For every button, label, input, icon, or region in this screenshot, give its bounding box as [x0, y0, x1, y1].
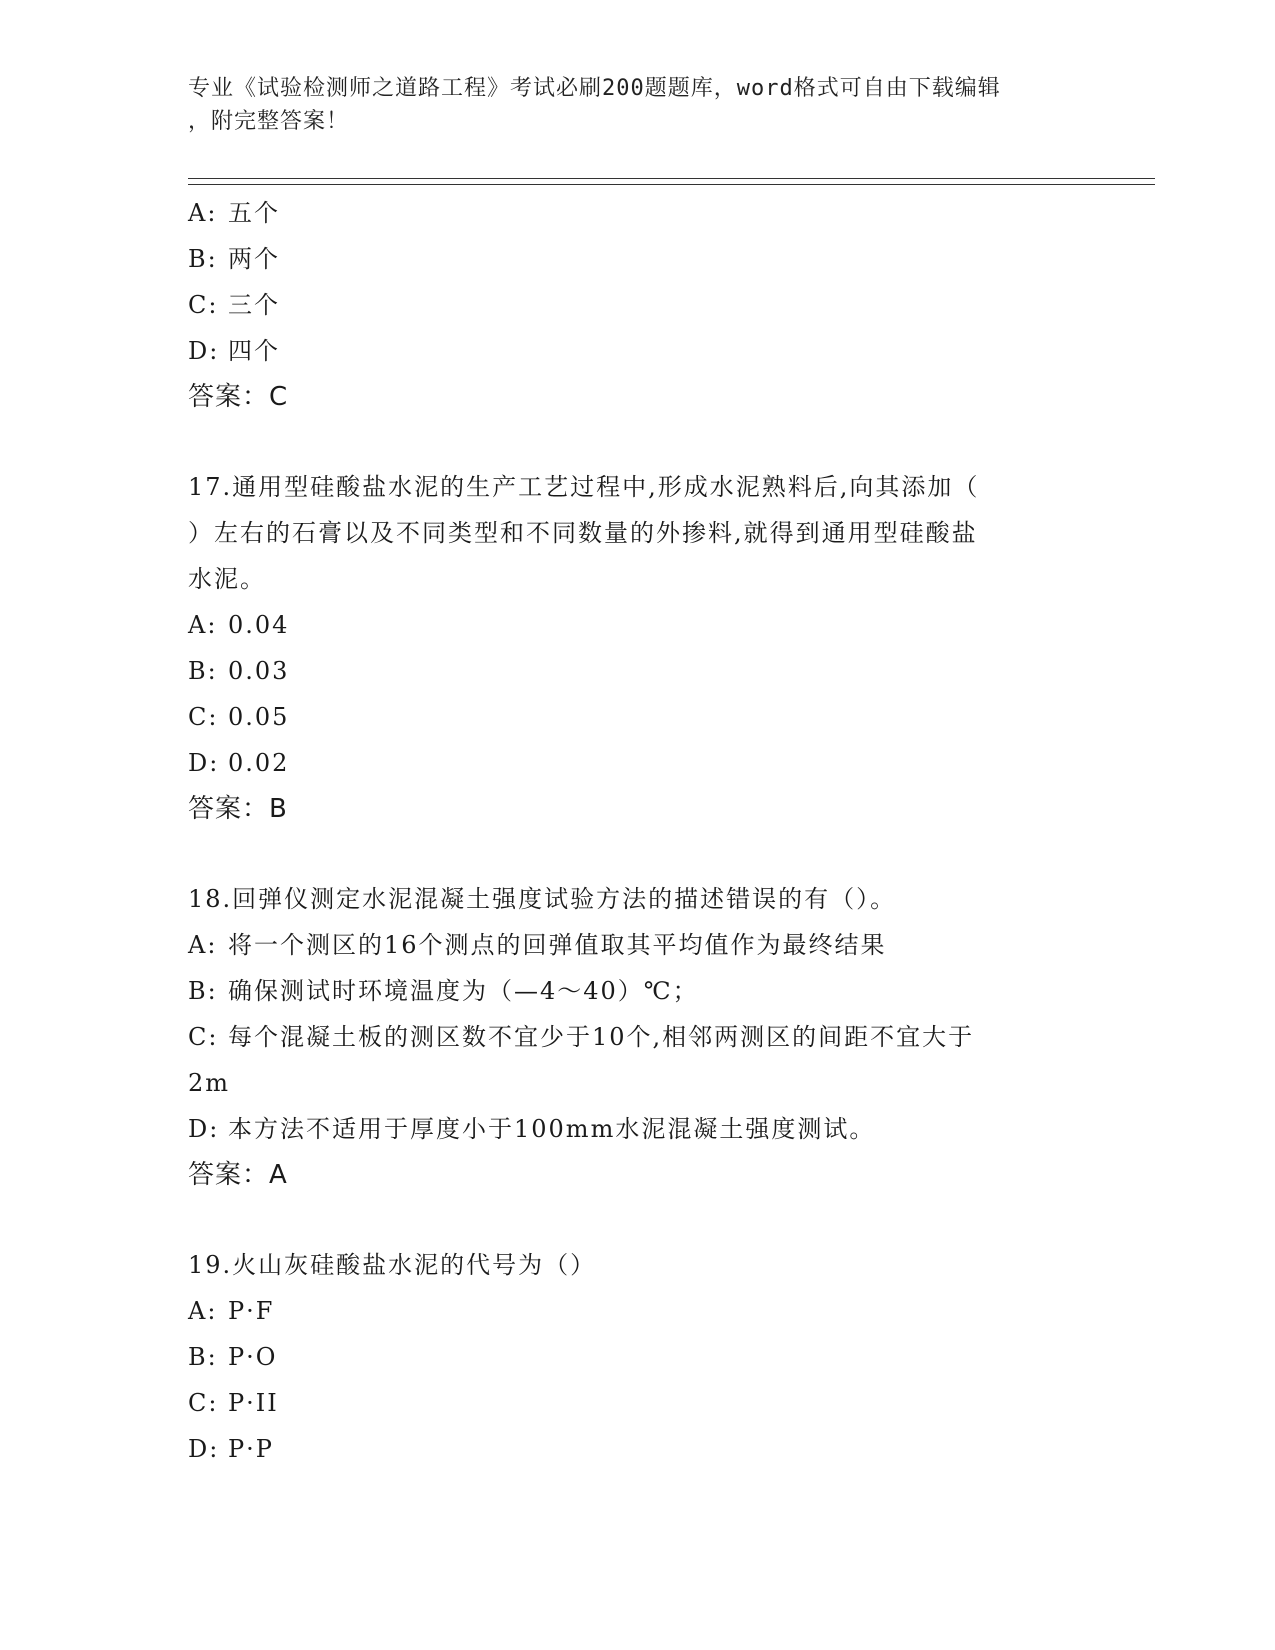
option-c: C: 0.05: [188, 703, 290, 731]
question-text-line: 19.火山灰硅酸盐水泥的代号为（）: [188, 1251, 597, 1279]
option-b: B: P·O: [188, 1343, 278, 1371]
question-17: [188, 464, 1088, 832]
header-line-2: ，附完整答案！: [188, 109, 350, 134]
header-divider: [188, 178, 1155, 185]
option-a: A: 五个: [188, 199, 280, 227]
header-line-1: 专业《试验检测师之道路工程》考试必刷200题题库，word格式可自由下载编辑: [188, 76, 1001, 101]
question-text-line: ）左右的石膏以及不同类型和不同数量的外掺料,就得到通用型硅酸盐: [188, 519, 978, 547]
question-text-line: 18.回弹仪测定水泥混凝土强度试验方法的描述错误的有（）。: [188, 885, 897, 913]
spacer: [188, 1198, 1088, 1242]
answer-16: 答案：C: [188, 382, 289, 412]
question-text-line: 水泥。: [188, 565, 266, 593]
option-b: B: 两个: [188, 245, 280, 273]
option-d: D: 0.02: [188, 749, 290, 777]
question-16-options: [188, 190, 1088, 420]
spacer: [188, 832, 1088, 876]
page-header: [188, 72, 1088, 138]
answer-18: 答案：A: [188, 1160, 288, 1190]
option-a: A: P·F: [188, 1297, 275, 1325]
option-a: A: 将一个测区的16个测点的回弹值取其平均值作为最终结果: [188, 931, 887, 959]
option-b: B: 确保测试时环境温度为（—4～40）℃；: [188, 977, 699, 1005]
option-c: C: P·II: [188, 1389, 279, 1417]
option-c: C: 三个: [188, 291, 280, 319]
option-d: D: 四个: [188, 337, 280, 365]
answer-17: 答案：B: [188, 794, 288, 824]
option-b: B: 0.03: [188, 657, 290, 685]
option-a: A: 0.04: [188, 611, 290, 639]
option-d: D: P·P: [188, 1435, 274, 1463]
option-d: D: 本方法不适用于厚度小于100mm水泥混凝土强度测试。: [188, 1115, 876, 1143]
spacer: [188, 420, 1088, 464]
question-18: [188, 876, 1088, 1198]
question-list: [188, 190, 1088, 1472]
question-text-line: 17.通用型硅酸盐水泥的生产工艺过程中,形成水泥熟料后,向其添加（: [188, 473, 980, 501]
option-c: C: 每个混凝土板的测区数不宜少于10个,相邻两测区的间距不宜大于: [188, 1023, 975, 1051]
question-19: [188, 1242, 1088, 1472]
option-c-continued: 2m: [188, 1069, 231, 1097]
